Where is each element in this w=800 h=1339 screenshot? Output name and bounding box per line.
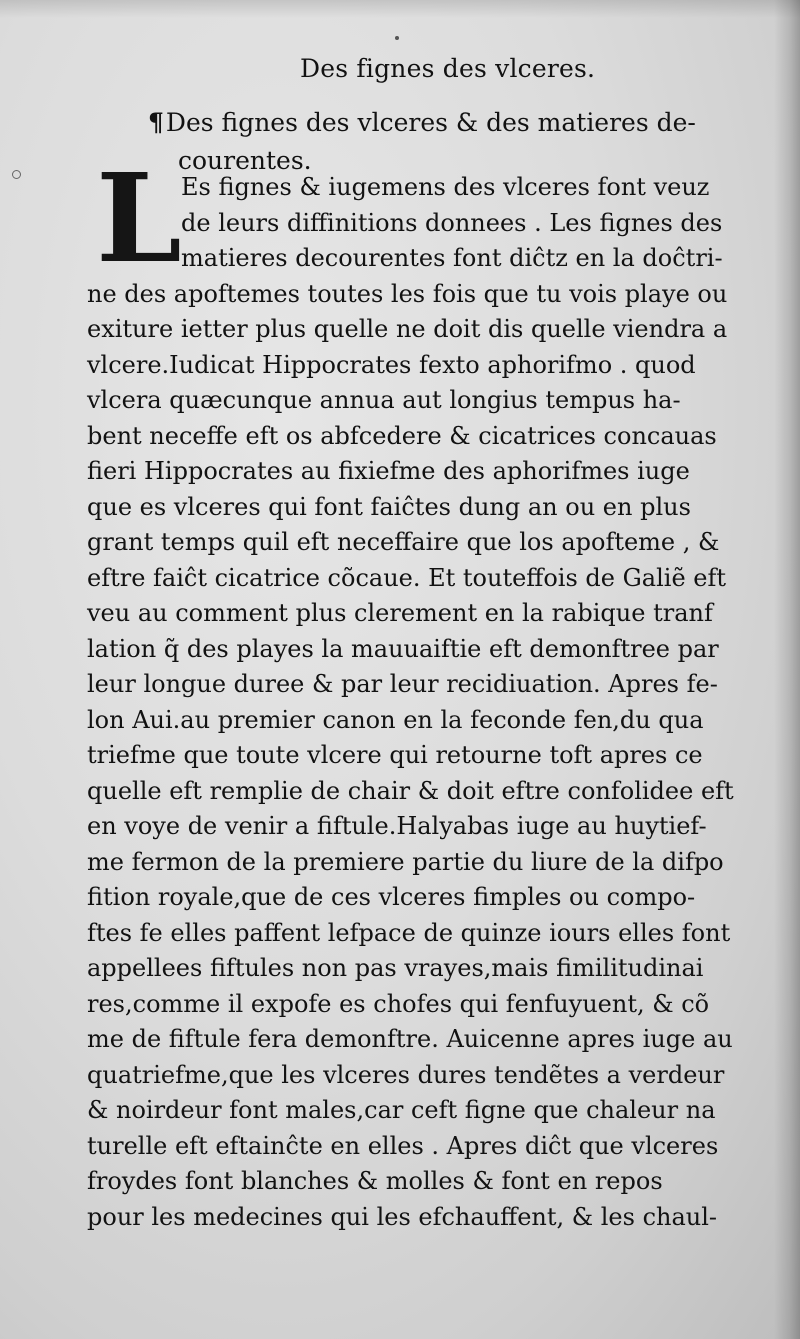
text-line: bent neceffe eft os abfcedere & cicatrices concauas [87, 421, 717, 450]
text-line: veu au comment plus clerement en la rabique tranf [87, 599, 713, 627]
chapter-heading-line-1: Des fignes des vlceres & des matieres de- [165, 108, 696, 137]
text-line: ftes fe elles paffent lefpace de quinze iours elles font [87, 918, 731, 947]
text-line: me fermon de la premiere partie du liure de la difpo [87, 847, 724, 876]
body-text [87, 146, 747, 1235]
text-line: me de fiftule fera demonftre. Auicenne apres iuge au [87, 1025, 733, 1053]
text-line: eftre faiĉt cicatrice cõcaue. Et touteffois de Galiẽ eft [87, 563, 727, 592]
text-line: matieres decourentes font diĉtz en la doĉtri- [181, 244, 723, 272]
text-line: triefme que toute vlcere qui retourne toft apres ce [87, 741, 703, 769]
text-line: vlcera quæcunque annua aut longius tempus ha- [87, 386, 681, 414]
text-line: quatriefme,que les vlceres dures tendẽtes a verdeur [87, 1060, 725, 1089]
text-line: froydes font blanches & molles & font en repos [87, 1167, 663, 1195]
chapter-heading-line-2: courentes. [178, 146, 312, 175]
page-edge-shadow [774, 0, 800, 1339]
text-line: fieri Hippocrates au fixiefme des aphorifmes iuge [87, 457, 690, 485]
paper-blemish [12, 170, 21, 179]
text-line: res,comme il expofe es chofes qui fenfuyuent, & cõ [87, 989, 710, 1018]
running-head: Des fignes des vlceres. [300, 54, 596, 83]
text-line: en voye de venir a fiftule.Halyabas iuge au huytief- [87, 812, 707, 840]
paper-blemish [395, 36, 399, 40]
text-line: grant temps quil eft neceffaire que los apofteme , & [87, 528, 720, 556]
drop-cap: L [96, 146, 182, 290]
text-line: fition royale,que de ces vlceres fimples ou compo- [87, 883, 696, 911]
text-line: quelle eft remplie de chair & doit eftre confolidee eft [87, 776, 734, 805]
text-line: appellees fiftules non pas vrayes,mais fimilitudinai [87, 954, 704, 982]
text-line: turelle eft eftainĉte en elles . Apres diĉt que vlceres [87, 1131, 719, 1160]
text-line: Es fignes & iugemens des vlceres font veuz [181, 173, 710, 201]
text-line: que es vlceres qui font faiĉtes dung an ou en plus [87, 492, 691, 521]
text-line: leur longue duree & par leur recidiuation. Apres fe- [87, 670, 718, 698]
text-line: lon Aui.au premier canon en la feconde fen,du qua [87, 705, 704, 734]
chapter-heading [148, 104, 708, 180]
text-line: lation q̃ des playes la mauuaiftie eft demonftree par [87, 634, 719, 663]
text-line: exiture ietter plus quelle ne doit dis quelle viendra a [87, 315, 728, 343]
text-line: & noirdeur font males,car ceft figne que chaleur na [87, 1096, 716, 1124]
pilcrow-icon: ¶ [148, 108, 164, 137]
text-line: de leurs diffinitions donnees . Les fignes des [181, 208, 723, 237]
page-top-shadow [0, 0, 800, 18]
text-line: ne des apoftemes toutes les fois que tu vois playe ou [87, 279, 728, 308]
text-line: pour les medecines qui les efchauffent, & les chaul- [87, 1202, 718, 1231]
text-line: vlcere.Iudicat Hippocrates fexto aphorifmo . quod [87, 350, 696, 379]
